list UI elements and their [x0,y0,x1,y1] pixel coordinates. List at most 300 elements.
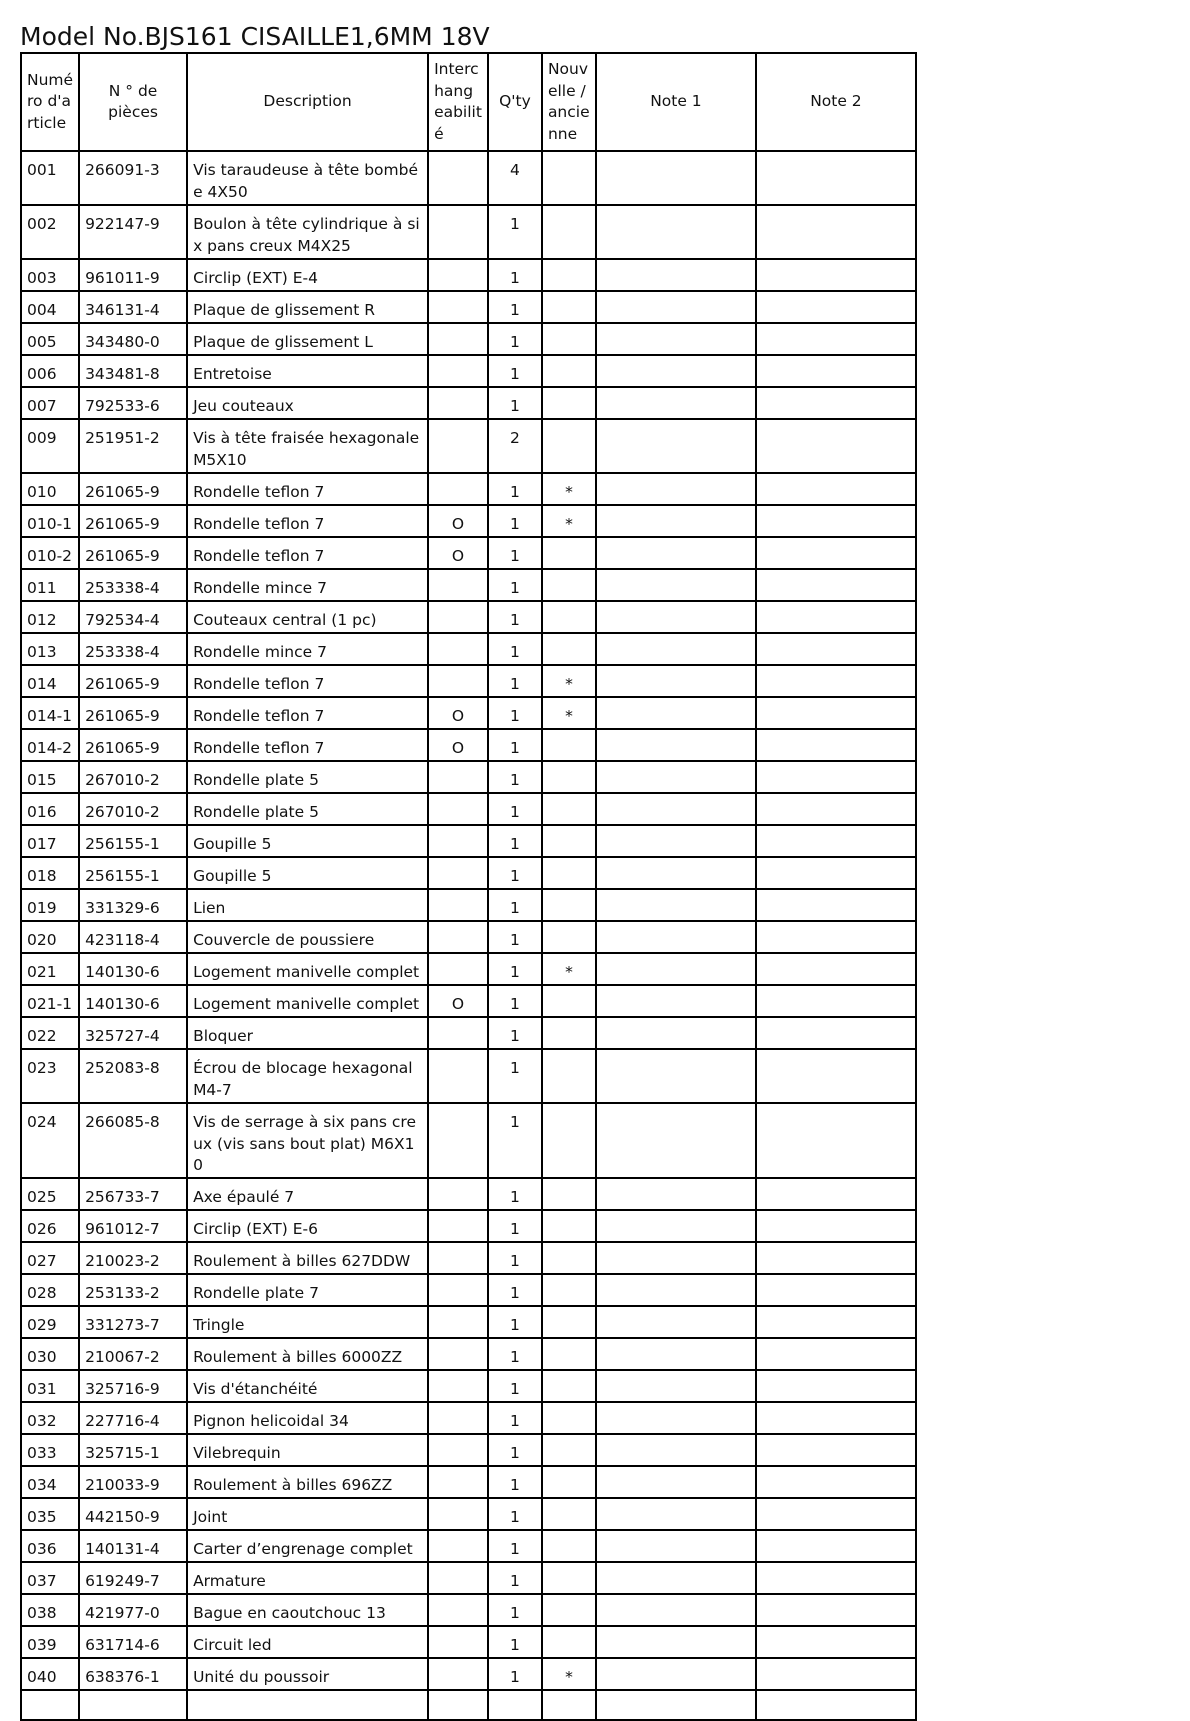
article-cell: 014 [21,665,79,697]
article-cell: 029 [21,1306,79,1338]
part-number-cell: 421977-0 [79,1594,187,1626]
table-row [21,953,916,985]
new-old-cell [542,1562,596,1594]
article-cell: 001 [21,151,79,205]
article-cell: 037 [21,1562,79,1594]
interchangeability-cell [428,1434,488,1466]
description-cell: Axe épaulé 7 [187,1178,428,1210]
interchangeability-cell [428,1626,488,1658]
part-number-cell [79,1690,187,1720]
article-cell: 034 [21,1466,79,1498]
part-number-cell: 261065-9 [79,729,187,761]
description-cell: Logement manivelle complet [187,953,428,985]
note2-cell [756,1178,916,1210]
description-cell: Vis de serrage à six pans creux (vis sans bout plat) M6X10 [187,1103,428,1178]
interchangeability-cell [428,1306,488,1338]
description-cell: Rondelle plate 5 [187,761,428,793]
qty-cell: 1 [488,1274,542,1306]
note2-cell [756,1306,916,1338]
note2-cell [756,857,916,889]
note2-cell [756,537,916,569]
note1-cell [596,205,756,259]
table-row [21,569,916,601]
table-row [21,1434,916,1466]
interchangeability-cell [428,1049,488,1103]
table-row [21,697,916,729]
article-cell: 022 [21,1017,79,1049]
article-cell: 011 [21,569,79,601]
description-cell: Circuit led [187,1626,428,1658]
article-cell: 003 [21,259,79,291]
note1-cell [596,761,756,793]
new-old-cell [542,1017,596,1049]
qty-cell: 1 [488,259,542,291]
interchangeability-cell [428,291,488,323]
table-row [21,1402,916,1434]
table-row [21,1274,916,1306]
qty-cell: 1 [488,1594,542,1626]
qty-cell: 1 [488,601,542,633]
note1-cell [596,729,756,761]
note2-cell [756,151,916,205]
new-old-cell [542,889,596,921]
new-old-cell [542,793,596,825]
table-row [21,665,916,697]
qty-cell: 1 [488,665,542,697]
part-number-cell: 961012-7 [79,1210,187,1242]
note2-cell [756,889,916,921]
part-number-cell: 261065-9 [79,473,187,505]
part-number-cell: 251951-2 [79,419,187,473]
description-cell [187,1690,428,1720]
table-row [21,1690,916,1720]
interchangeability-cell [428,1466,488,1498]
note1-cell [596,1562,756,1594]
part-number-cell: 325715-1 [79,1434,187,1466]
part-number-cell: 261065-9 [79,665,187,697]
note1-cell [596,1306,756,1338]
article-cell: 010-2 [21,537,79,569]
table-row [21,1210,916,1242]
description-cell: Goupille 5 [187,825,428,857]
new-old-cell [542,1242,596,1274]
qty-cell: 4 [488,151,542,205]
description-cell: Écrou de blocage hexagonal M4-7 [187,1049,428,1103]
note2-cell [756,1562,916,1594]
qty-cell: 1 [488,761,542,793]
note2-cell [756,1626,916,1658]
note1-cell [596,1049,756,1103]
note2-cell [756,419,916,473]
note1-cell [596,1370,756,1402]
note2-cell [756,259,916,291]
note2-cell [756,1242,916,1274]
article-cell: 002 [21,205,79,259]
part-number-cell: 256155-1 [79,857,187,889]
note1-cell [596,857,756,889]
article-cell: 009 [21,419,79,473]
table-row [21,921,916,953]
qty-cell: 1 [488,1562,542,1594]
interchangeability-cell [428,387,488,419]
new-old-cell [542,1690,596,1720]
note1-cell [596,793,756,825]
interchangeability-cell [428,601,488,633]
parts-table-body [21,151,916,1720]
article-cell: 021-1 [21,985,79,1017]
article-cell: 031 [21,1370,79,1402]
note1-cell [596,1434,756,1466]
note2-cell [756,665,916,697]
description-cell: Rondelle teflon 7 [187,697,428,729]
part-number-cell: 325716-9 [79,1370,187,1402]
description-cell: Roulement à billes 627DDW [187,1242,428,1274]
note2-cell [756,953,916,985]
new-old-cell: * [542,953,596,985]
note2-cell [756,355,916,387]
note1-cell [596,1658,756,1690]
interchangeability-cell: O [428,537,488,569]
interchangeability-cell [428,1498,488,1530]
new-old-cell [542,1210,596,1242]
description-cell: Rondelle teflon 7 [187,729,428,761]
new-old-cell [542,419,596,473]
part-number-cell: 266085-8 [79,1103,187,1178]
part-number-cell: 261065-9 [79,537,187,569]
qty-cell: 1 [488,355,542,387]
table-row [21,259,916,291]
qty-cell: 1 [488,1017,542,1049]
description-cell: Vis d'étanchéité [187,1370,428,1402]
description-cell: Goupille 5 [187,857,428,889]
note2-cell [756,921,916,953]
note1-cell [596,1178,756,1210]
article-cell: 021 [21,953,79,985]
new-old-cell [542,387,596,419]
table-row [21,537,916,569]
description-cell: Roulement à billes 696ZZ [187,1466,428,1498]
table-row [21,1103,916,1178]
article-cell: 014-1 [21,697,79,729]
note1-cell [596,1210,756,1242]
qty-cell: 1 [488,1402,542,1434]
article-cell: 020 [21,921,79,953]
part-number-cell: 256733-7 [79,1178,187,1210]
description-cell: Rondelle teflon 7 [187,665,428,697]
note1-cell [596,1402,756,1434]
part-number-cell: 252083-8 [79,1049,187,1103]
part-number-cell: 261065-9 [79,505,187,537]
part-number-cell: 210067-2 [79,1338,187,1370]
interchangeability-cell: O [428,985,488,1017]
description-cell: Pignon helicoidal 34 [187,1402,428,1434]
new-old-cell [542,985,596,1017]
part-number-cell: 261065-9 [79,697,187,729]
qty-cell: 1 [488,537,542,569]
new-old-cell [542,537,596,569]
interchangeability-cell [428,419,488,473]
note2-cell [756,825,916,857]
part-number-cell: 619249-7 [79,1562,187,1594]
description-cell: Carter d’engrenage complet [187,1530,428,1562]
header-interchangeability: Interc hang eabilit é [428,53,488,151]
qty-cell: 1 [488,1626,542,1658]
description-cell: Vilebrequin [187,1434,428,1466]
note2-cell [756,505,916,537]
note2-cell [756,1370,916,1402]
new-old-cell [542,921,596,953]
note1-cell [596,825,756,857]
part-number-cell: 638376-1 [79,1658,187,1690]
qty-cell: 1 [488,1306,542,1338]
article-cell: 035 [21,1498,79,1530]
new-old-cell [542,1049,596,1103]
table-row [21,1562,916,1594]
new-old-cell [542,355,596,387]
qty-cell: 1 [488,569,542,601]
part-number-cell: 253338-4 [79,633,187,665]
part-number-cell: 140131-4 [79,1530,187,1562]
new-old-cell [542,601,596,633]
table-row [21,1370,916,1402]
interchangeability-cell [428,323,488,355]
interchangeability-cell [428,793,488,825]
note1-cell [596,985,756,1017]
new-old-cell [542,1626,596,1658]
description-cell: Couteaux central (1 pc) [187,601,428,633]
header-article: Numé ro d'a rticle [21,53,79,151]
note2-cell [756,633,916,665]
table-row [21,1338,916,1370]
article-cell: 025 [21,1178,79,1210]
article-cell: 033 [21,1434,79,1466]
new-old-cell [542,1466,596,1498]
note1-cell [596,355,756,387]
qty-cell: 1 [488,387,542,419]
qty-cell: 1 [488,323,542,355]
interchangeability-cell [428,665,488,697]
qty-cell: 1 [488,1466,542,1498]
part-number-cell: 331329-6 [79,889,187,921]
qty-cell: 1 [488,1103,542,1178]
qty-cell: 1 [488,1370,542,1402]
qty-cell: 1 [488,985,542,1017]
part-number-cell: 792533-6 [79,387,187,419]
note2-cell [756,387,916,419]
part-number-cell: 253338-4 [79,569,187,601]
header-note2: Note 2 [756,53,916,151]
part-number-cell: 442150-9 [79,1498,187,1530]
table-row [21,1306,916,1338]
interchangeability-cell: O [428,729,488,761]
note1-cell [596,473,756,505]
new-old-cell [542,1338,596,1370]
article-cell: 023 [21,1049,79,1103]
note2-cell [756,1210,916,1242]
interchangeability-cell [428,857,488,889]
table-row [21,1658,916,1690]
interchangeability-cell: O [428,505,488,537]
qty-cell: 1 [488,1178,542,1210]
note1-cell [596,1338,756,1370]
new-old-cell [542,1498,596,1530]
table-row [21,1178,916,1210]
qty-cell: 1 [488,953,542,985]
note1-cell [596,259,756,291]
interchangeability-cell [428,761,488,793]
qty-cell: 1 [488,729,542,761]
interchangeability-cell [428,633,488,665]
header-qty: Q'ty [488,53,542,151]
interchangeability-cell: O [428,697,488,729]
part-number-cell: 140130-6 [79,953,187,985]
note1-cell [596,1498,756,1530]
interchangeability-cell [428,1402,488,1434]
article-cell: 013 [21,633,79,665]
new-old-cell: * [542,1658,596,1690]
note2-cell [756,729,916,761]
description-cell: Rondelle mince 7 [187,569,428,601]
note2-cell [756,291,916,323]
part-number-cell: 267010-2 [79,761,187,793]
table-row [21,729,916,761]
qty-cell: 1 [488,921,542,953]
note1-cell [596,419,756,473]
part-number-cell: 343480-0 [79,323,187,355]
table-row [21,1049,916,1103]
note2-cell [756,1017,916,1049]
interchangeability-cell [428,921,488,953]
interchangeability-cell [428,1274,488,1306]
article-cell: 032 [21,1402,79,1434]
part-number-cell: 631714-6 [79,1626,187,1658]
table-row [21,387,916,419]
note2-cell [756,985,916,1017]
article-cell: 027 [21,1242,79,1274]
note2-cell [756,761,916,793]
new-old-cell [542,1434,596,1466]
table-row [21,419,916,473]
table-row [21,355,916,387]
interchangeability-cell [428,889,488,921]
part-number-cell: 792534-4 [79,601,187,633]
interchangeability-cell [428,1338,488,1370]
article-cell: 007 [21,387,79,419]
new-old-cell [542,291,596,323]
new-old-cell [542,1103,596,1178]
table-row [21,1017,916,1049]
article-cell: 019 [21,889,79,921]
article-cell: 014-2 [21,729,79,761]
article-cell: 005 [21,323,79,355]
part-number-cell: 346131-4 [79,291,187,323]
description-cell: Vis taraudeuse à tête bombée 4X50 [187,151,428,205]
new-old-cell [542,259,596,291]
qty-cell [488,1690,542,1720]
note1-cell [596,1466,756,1498]
description-cell: Bague en caoutchouc 13 [187,1594,428,1626]
part-number-cell: 423118-4 [79,921,187,953]
qty-cell: 1 [488,633,542,665]
note1-cell [596,1594,756,1626]
interchangeability-cell [428,953,488,985]
interchangeability-cell [428,473,488,505]
description-cell: Rondelle teflon 7 [187,537,428,569]
article-cell: 024 [21,1103,79,1178]
article-cell: 010 [21,473,79,505]
note1-cell [596,151,756,205]
note1-cell [596,323,756,355]
description-cell: Couvercle de poussiere [187,921,428,953]
article-cell: 030 [21,1338,79,1370]
part-number-cell: 343481-8 [79,355,187,387]
description-cell: Circlip (EXT) E-6 [187,1210,428,1242]
part-number-cell: 961011-9 [79,259,187,291]
note1-cell [596,697,756,729]
parts-table [20,52,917,1721]
article-cell: 026 [21,1210,79,1242]
table-row [21,1530,916,1562]
description-cell: Plaque de glissement L [187,323,428,355]
description-cell: Vis à tête fraisée hexagonale M5X10 [187,419,428,473]
note1-cell [596,633,756,665]
new-old-cell [542,633,596,665]
qty-cell: 2 [488,419,542,473]
table-row [21,1626,916,1658]
qty-cell: 1 [488,1338,542,1370]
note2-cell [756,1466,916,1498]
note1-cell [596,1103,756,1178]
interchangeability-cell [428,569,488,601]
qty-cell: 1 [488,889,542,921]
table-row [21,473,916,505]
qty-cell: 1 [488,505,542,537]
note1-cell [596,1274,756,1306]
description-cell: Joint [187,1498,428,1530]
table-row [21,857,916,889]
new-old-cell: * [542,473,596,505]
article-cell: 012 [21,601,79,633]
description-cell: Rondelle teflon 7 [187,505,428,537]
note1-cell [596,387,756,419]
article-cell: 016 [21,793,79,825]
header-new-old: Nouv elle / ancie nne [542,53,596,151]
note2-cell [756,1594,916,1626]
part-number-cell: 227716-4 [79,1402,187,1434]
header-description: Description [187,53,428,151]
table-row [21,601,916,633]
description-cell: Lien [187,889,428,921]
description-cell: Armature [187,1562,428,1594]
part-number-cell: 325727-4 [79,1017,187,1049]
qty-cell: 1 [488,825,542,857]
table-row [21,761,916,793]
description-cell: Rondelle mince 7 [187,633,428,665]
note1-cell [596,601,756,633]
table-row [21,323,916,355]
note1-cell [596,505,756,537]
document-title: Model No.BJS161 CISAILLE1,6MM 18V [20,22,490,51]
part-number-cell: 210023-2 [79,1242,187,1274]
note1-cell [596,1017,756,1049]
note2-cell [756,1338,916,1370]
article-cell: 017 [21,825,79,857]
article-cell: 006 [21,355,79,387]
note1-cell [596,1242,756,1274]
note2-cell [756,1498,916,1530]
interchangeability-cell [428,151,488,205]
article-cell: 004 [21,291,79,323]
